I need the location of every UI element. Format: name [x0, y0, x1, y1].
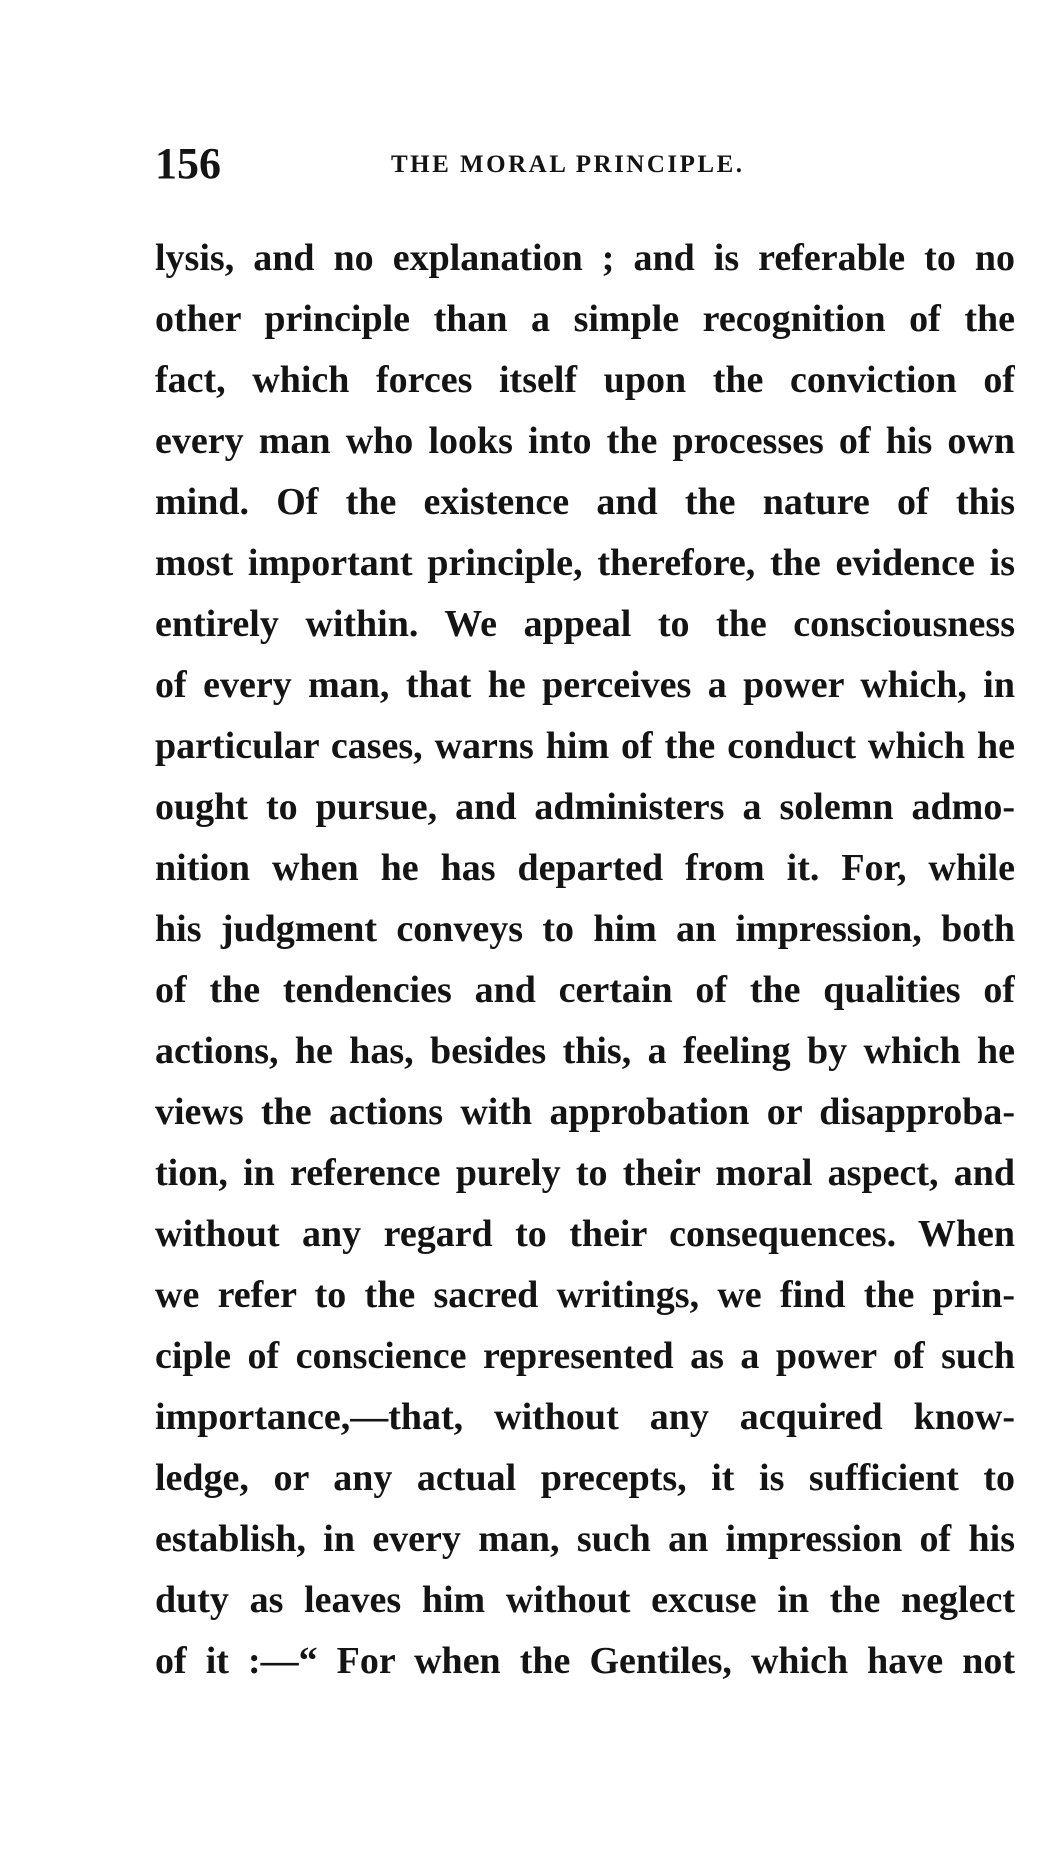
text-line-19: ciple of conscience represented as a power of such [155, 1335, 1015, 1377]
text-line-23: duty as leaves him without excuse in the neglect [155, 1579, 1015, 1621]
text-line-5: mind. Of the existence and the nature of this [155, 481, 1015, 523]
body-text [155, 228, 1015, 1692]
text-line-15: views the actions with approbation or disapproba- [155, 1091, 1015, 1133]
page-number: 156 [155, 139, 221, 188]
text-line-6: most important principle, therefore, the evidence is [155, 542, 1015, 584]
text-line-2: other principle than a simple recognition of the [155, 298, 1015, 340]
text-line-22: establish, in every man, such an impression of his [155, 1518, 1015, 1560]
text-line-3: fact, which forces itself upon the conviction of [155, 359, 1015, 401]
text-line-16: tion, in reference purely to their moral aspect, and [155, 1152, 1015, 1194]
text-line-21: ledge, or any actual precepts, it is sufficient to [155, 1457, 1015, 1499]
page-header [155, 138, 1035, 190]
text-line-12: his judgment conveys to him an impression, both [155, 908, 1015, 950]
text-line-20: importance,—that, without any acquired know- [155, 1396, 1015, 1438]
text-line-10: ought to pursue, and administers a solemn admo- [155, 786, 1015, 828]
running-title: THE MORAL PRINCIPLE. [391, 151, 745, 178]
text-line-7: entirely within. We appeal to the consciousness [155, 603, 1015, 645]
text-line-1: lysis, and no explanation ; and is referable to no [155, 237, 1015, 279]
text-line-9: particular cases, warns him of the conduct which he [155, 725, 1015, 767]
text-line-24: of it :—“ For when the Gentiles, which have not [155, 1640, 1015, 1682]
text-line-13: of the tendencies and certain of the qualities of [155, 969, 1015, 1011]
text-line-4: every man who looks into the processes of his own [155, 420, 1015, 462]
text-line-17: without any regard to their consequences. When [155, 1213, 1015, 1255]
text-line-18: we refer to the sacred writings, we find the prin- [155, 1274, 1015, 1316]
text-line-14: actions, he has, besides this, a feeling by which he [155, 1030, 1015, 1072]
text-line-11: nition when he has departed from it. For, while [155, 847, 1015, 889]
text-line-8: of every man, that he perceives a power which, in [155, 664, 1015, 706]
